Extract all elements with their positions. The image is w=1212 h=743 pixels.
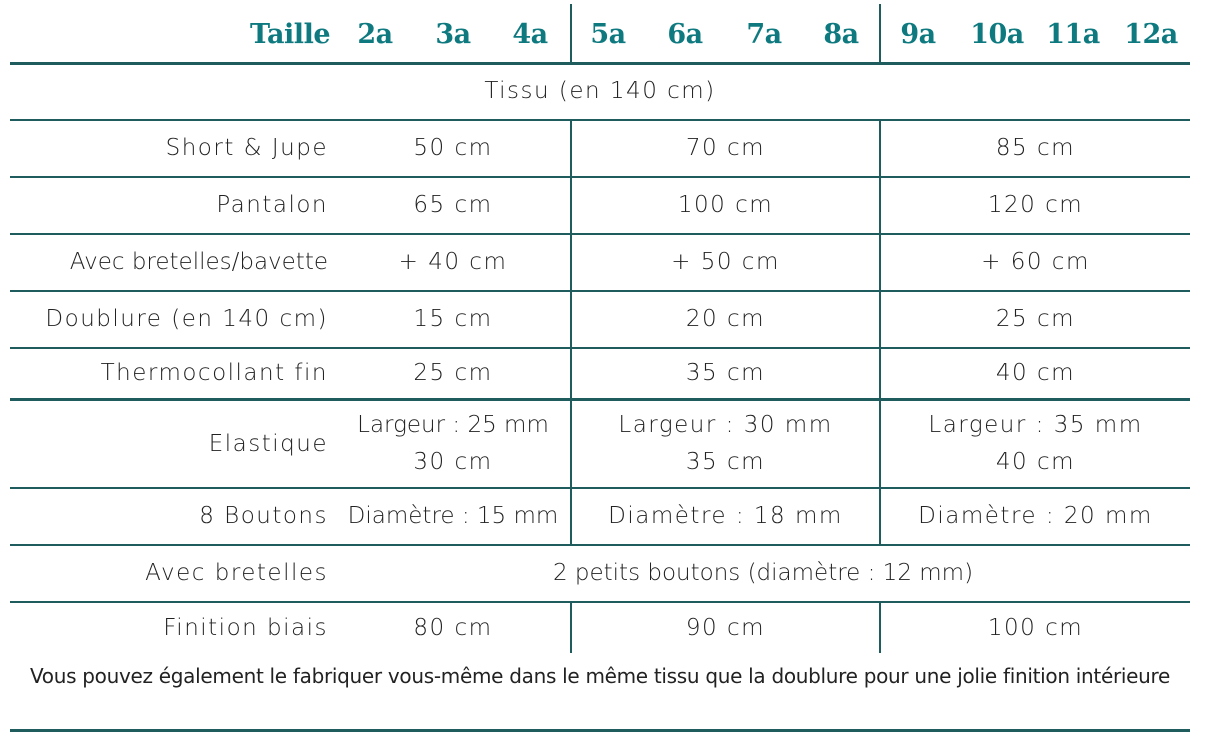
- header-size-4a: 4a: [512, 18, 548, 50]
- rule-bottom: [10, 729, 1190, 732]
- row-label-elastique: Elastique: [208, 430, 328, 457]
- header-size-7a: 7a: [746, 18, 782, 50]
- header-divider-2: [879, 4, 881, 62]
- header-size-11a: 11a: [1046, 18, 1100, 50]
- cell-avec-bretelles: 2 petits boutons (diamètre : 12 mm): [552, 560, 974, 586]
- header-size-12a: 12a: [1124, 18, 1178, 50]
- cell-pantalon-9-12: 120 cm: [987, 192, 1084, 218]
- footnote: Vous pouvez également le fabriquer vous-même dans le même tissu que la doublure pour une jolie finition intérieure: [29, 664, 1171, 688]
- cell-bretelles-bavette-2-4: + 40 cm: [398, 249, 508, 275]
- cell-doublure-2-4: 15 cm: [413, 306, 493, 332]
- cell-bretelles-bavette-5-8: + 50 cm: [671, 249, 780, 275]
- elastique-width-2-4: Largeur : 25 mm: [357, 412, 549, 438]
- elastique-length-9-12: 40 cm: [995, 449, 1076, 475]
- cell-bretelles-bavette-9-12: + 60 cm: [981, 249, 1090, 275]
- header-size-3a: 3a: [435, 18, 471, 50]
- cell-doublure-9-12: 25 cm: [995, 306, 1076, 332]
- cell-thermocollant-2-4: 25 cm: [413, 360, 493, 386]
- row-label-doublure: Doublure (en 140 cm): [45, 306, 328, 332]
- row-label-thermocollant: Thermocollant fin: [100, 360, 328, 386]
- header-divider-1: [570, 4, 572, 62]
- cell-short-jupe-5-8: 70 cm: [685, 135, 766, 161]
- cell-finition-biais-5-8: 90 cm: [685, 614, 766, 641]
- header-size-2a: 2a: [357, 18, 393, 50]
- cell-short-jupe-9-12: 85 cm: [995, 135, 1076, 161]
- cell-finition-biais-2-4: 80 cm: [413, 614, 493, 641]
- cell-elastique-2-4: [336, 401, 570, 487]
- row-label-bretelles-bavette: Avec bretelles/bavette: [69, 249, 328, 275]
- cell-doublure-5-8: 20 cm: [685, 306, 766, 332]
- elastique-width-9-12: Largeur : 35 mm: [928, 412, 1143, 438]
- header-size-5a: 5a: [590, 18, 626, 50]
- elastique-length-2-4: 30 cm: [413, 449, 493, 475]
- cell-pantalon-5-8: 100 cm: [677, 192, 774, 218]
- row-label-avec-bretelles: Avec bretelles: [145, 560, 328, 586]
- header-taille: Taille: [250, 18, 330, 50]
- cell-boutons-9-12: Diamètre : 20 mm: [918, 503, 1153, 529]
- cell-short-jupe-2-4: 50 cm: [413, 135, 493, 161]
- row-label-pantalon: Pantalon: [216, 192, 328, 218]
- cell-elastique-9-12: [881, 401, 1190, 487]
- cell-boutons-5-8: Diamètre : 18 mm: [608, 503, 843, 529]
- header-size-6a: 6a: [667, 18, 703, 50]
- cell-finition-biais-9-12: 100 cm: [987, 614, 1084, 641]
- row-label-boutons: 8 Boutons: [199, 503, 328, 529]
- cell-elastique-5-8: [572, 401, 879, 487]
- row-label-finition-biais: Finition biais: [163, 614, 328, 641]
- header-size-8a: 8a: [823, 18, 859, 50]
- cell-thermocollant-9-12: 40 cm: [995, 360, 1076, 386]
- elastique-width-5-8: Largeur : 30 mm: [618, 412, 833, 438]
- row-label-short-jupe: Short & Jupe: [165, 135, 328, 161]
- cell-thermocollant-5-8: 35 cm: [685, 360, 766, 386]
- cell-boutons-2-4: Diamètre : 15 mm: [347, 503, 559, 529]
- elastique-length-5-8: 35 cm: [685, 449, 766, 475]
- header-size-9a: 9a: [900, 18, 936, 50]
- header-size-10a: 10a: [970, 18, 1024, 50]
- section-title: Tissu (en 140 cm): [484, 78, 716, 104]
- cell-pantalon-2-4: 65 cm: [413, 192, 493, 218]
